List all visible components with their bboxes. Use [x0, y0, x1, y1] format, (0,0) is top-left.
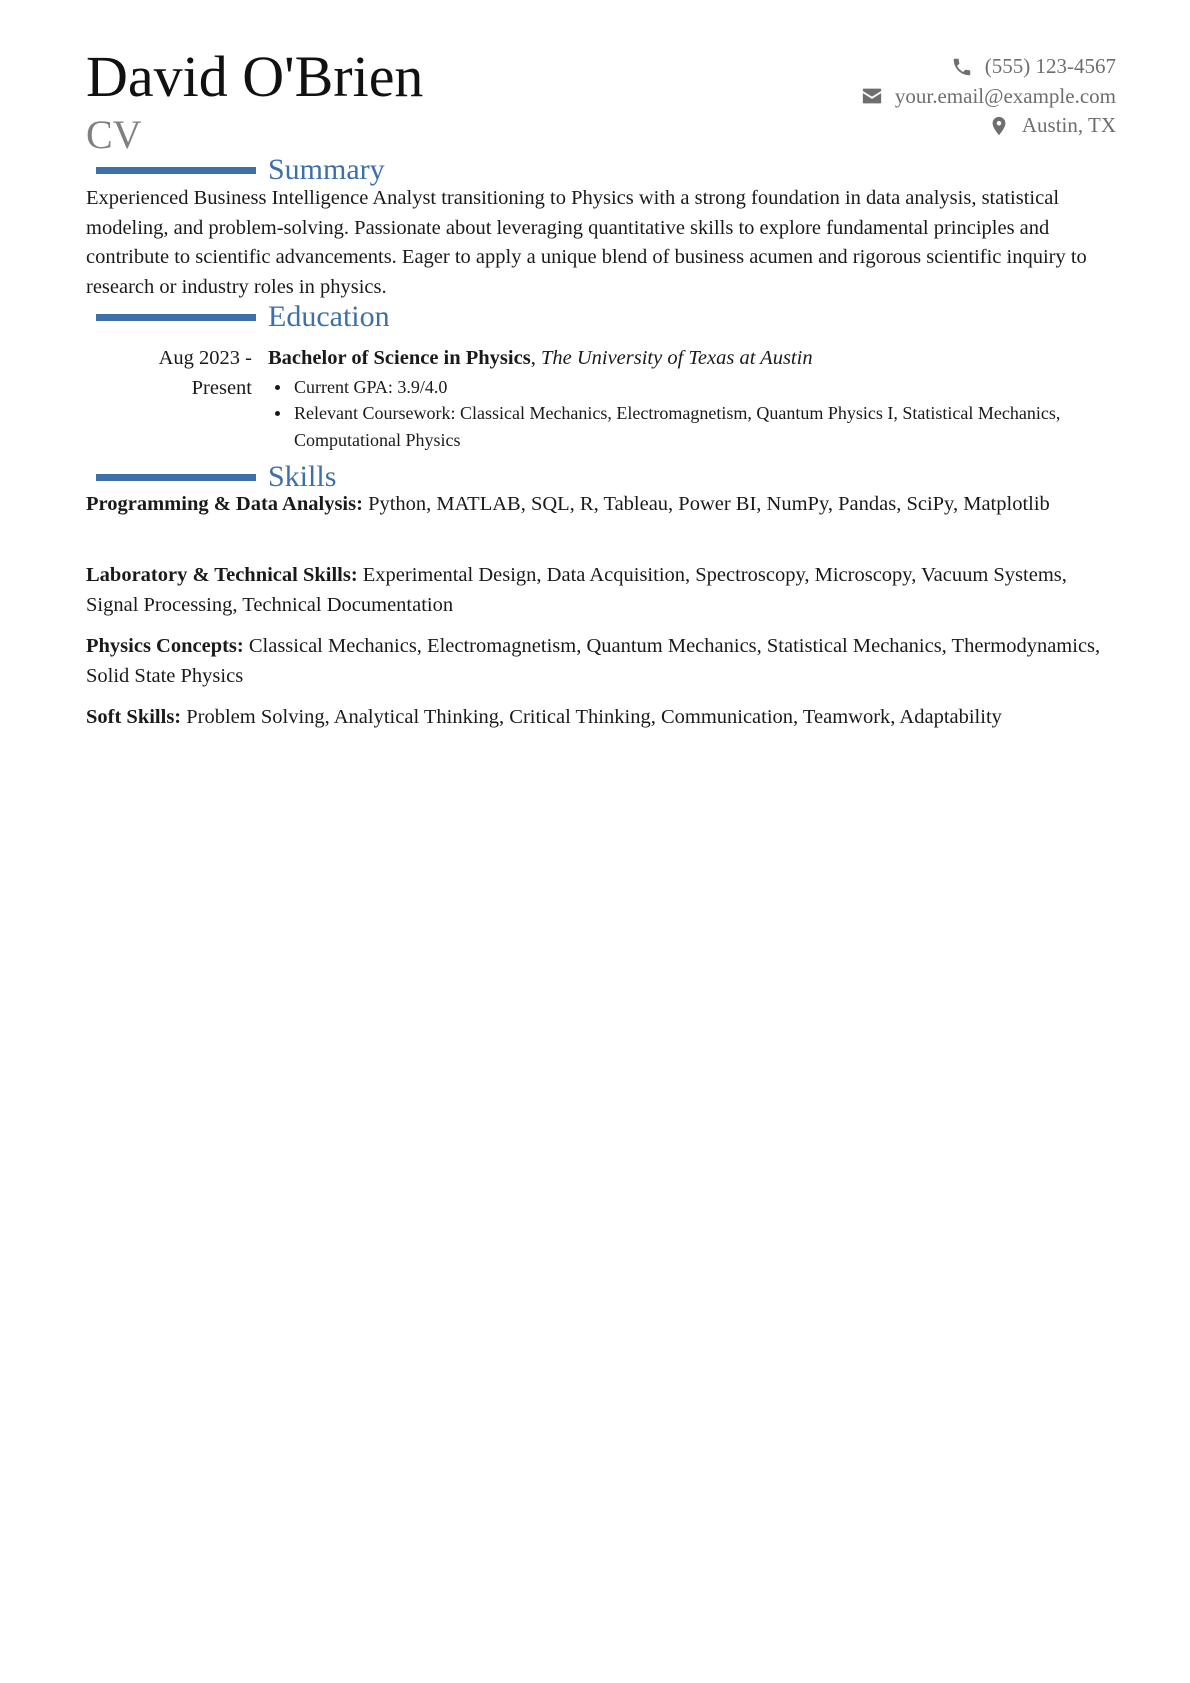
school-name: The University of Texas at Austin: [540, 347, 813, 369]
person-name: David O'Brien: [86, 44, 424, 109]
skill-row-physics: [86, 632, 1116, 691]
contact-info: [861, 52, 1116, 141]
skills-title: Skills: [268, 460, 337, 493]
section-divider-bar: [96, 474, 256, 481]
section-divider-bar: [96, 167, 256, 174]
cv-header: [86, 0, 1116, 160]
contact-email[interactable]: [861, 82, 1116, 112]
skill-value: Problem Solving, Analytical Thinking, Critical Thinking, Communication, Teamwork, Adaptability: [186, 706, 1002, 728]
location-text: Austin, TX: [1021, 113, 1116, 138]
phone-text: (555) 123-4567: [984, 54, 1116, 79]
skill-label: Physics Concepts:: [86, 635, 244, 657]
education-dates: [86, 344, 252, 403]
gpa-text: Current GPA: 3.9/4.0: [294, 376, 448, 397]
skill-label: Laboratory & Technical Skills:: [86, 564, 358, 586]
contact-phone: [861, 52, 1116, 82]
summary-section-header: [86, 153, 385, 187]
list-item: [268, 374, 1116, 401]
summary-title: Summary: [268, 153, 385, 186]
cv-page: [86, 0, 1116, 728]
skill-value: Python, MATLAB, SQL, R, Tableau, Power BI, NumPy, Pandas, SciPy, Matplotlib: [368, 493, 1050, 515]
skill-row-programming: [86, 490, 1116, 520]
education-title: Education: [268, 300, 390, 333]
section-divider-bar: [96, 314, 256, 321]
education-bullet-list: [268, 374, 1116, 454]
degree-separator: ,: [530, 347, 541, 369]
skill-label: Programming & Data Analysis:: [86, 493, 363, 515]
degree-name: Bachelor of Science in Physics: [268, 347, 531, 369]
coursework-text: Relevant Coursework: Classical Mechanics, Electromagnetism, Quantum Physics I, Statistical Mechanics, Computational Physics: [294, 403, 1061, 450]
skill-value: Classical Mechanics, Electromagnetism, Quantum Mechanics, Statistical Mechanics, Thermodynamics, Solid State Physics: [86, 635, 1101, 687]
bullet-dot: [275, 385, 280, 390]
document-subtitle: CV: [86, 112, 142, 157]
map-marker-icon: [988, 115, 1010, 137]
skill-row-soft-skills: [86, 703, 1116, 733]
education-date-end: Present: [191, 376, 252, 399]
email-link[interactable]: your.email@example.com: [894, 83, 1116, 108]
education-heading: [268, 344, 1116, 374]
bullet-dot: [275, 411, 280, 416]
list-item: [268, 400, 1116, 453]
contact-location: [861, 111, 1116, 141]
skill-label: Soft Skills:: [86, 706, 182, 728]
education-section-header: [86, 300, 390, 334]
education-details: [268, 344, 1116, 453]
skills-section-header: [86, 460, 336, 494]
skill-row-laboratory: [86, 561, 1116, 620]
education-date-start: Aug 2023 -: [158, 347, 252, 369]
skill-value: Experimental Design, Data Acquisition, Spectroscopy, Microscopy, Vacuum Systems, Signal Processing, Technical Documentation: [86, 564, 1067, 616]
summary-text: Experienced Business Intelligence Analyst transitioning to Physics with a strong foundation in data analysis, statistical modeling, and problem-solving. Passionate about leveraging quantitative skills to explore fundamental principles and contribute to scientific advancements. Eager to apply a unique blend of business acumen and rigorous scientific inquiry to research or industry roles in physics.: [86, 187, 1087, 298]
phone-icon: [951, 56, 973, 78]
envelope-icon: [861, 85, 883, 107]
